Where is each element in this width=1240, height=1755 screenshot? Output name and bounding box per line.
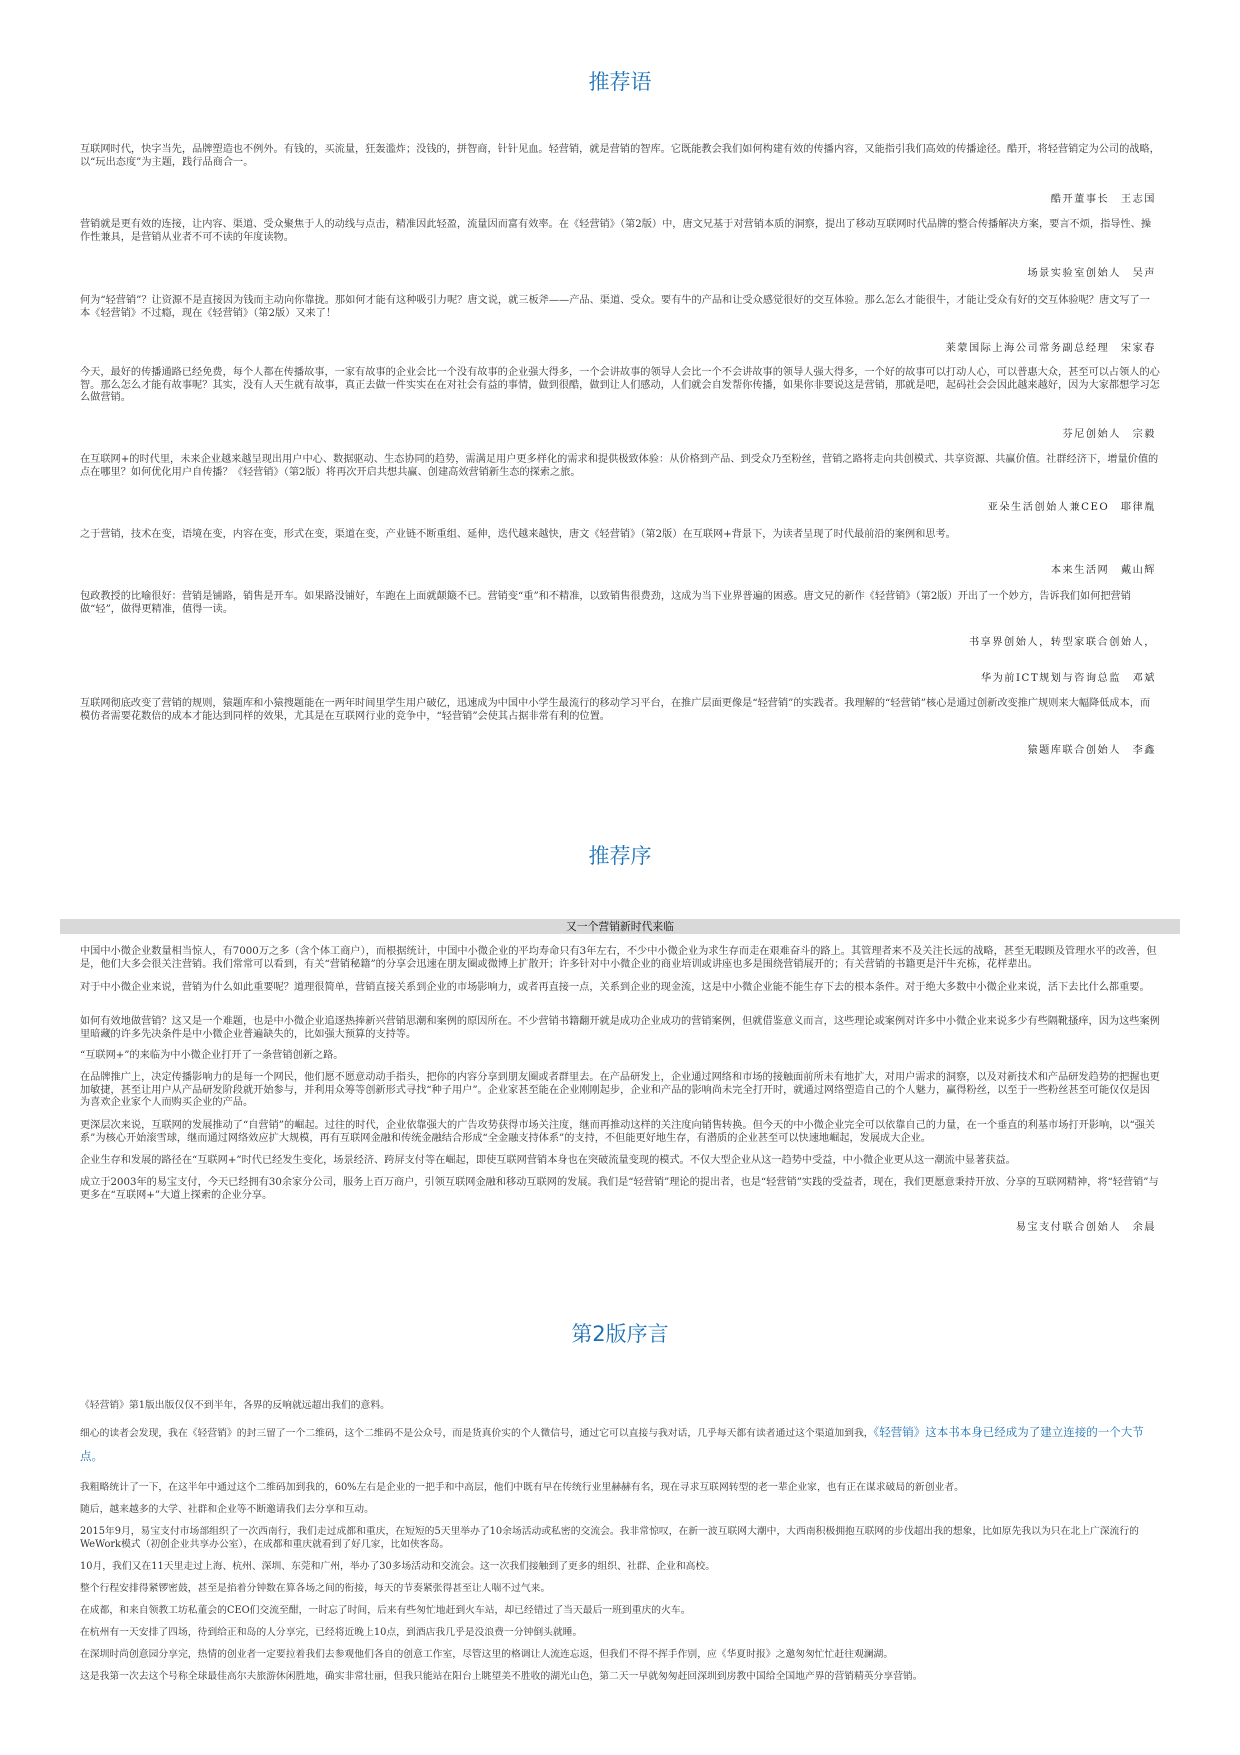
preface-paragraph: 在深圳时尚创意园分享完，热情的创业者一定要拉着我们去参观他们各自的创意工作室，尽管这里的格调让人流连忘返，但我们不得不挥手作别，应《华夏时报》之邀匆匆忙忙赶往观澜湖。 xyxy=(80,1649,894,1660)
recommendation-signature: 书享界创始人，转型家联合创始人， xyxy=(969,637,1156,648)
recommendation-signature: 亚朵生活创始人兼CEO 耶律胤 xyxy=(987,502,1156,513)
preface-paragraph: 整个行程安排得紧锣密鼓，甚至是掐着分钟数在算各场之间的衔接，每天的节奏紧张得甚至让人喘不过气来。 xyxy=(80,1583,551,1594)
preface-paragraph: 随后，越来越多的大学、社群和企业等不断邀请我们去分享和互动。 xyxy=(80,1504,374,1515)
section-title-recommendations: 推荐语 xyxy=(588,70,652,94)
foreword-paragraph: 如何有效地做营销？这又是一个难题，也是中小微企业追逐热捧新兴营销思潮和案例的原因所在。不少营销书籍翻开就是成功企业成功的营销案例，但就借鉴意义而言，这些理论或案例对许多中小微企业来说多少有些隔靴搔痒，因为这些案例里暗藏的许多先决条件是中小微企业普遍缺失的，比如强大预算的支持等。 xyxy=(80,1016,1160,1040)
recommendation-signature: 芬尼创始人 宗毅 xyxy=(1062,429,1156,440)
foreword-paragraph: 更深层次来说，互联网的发展推动了“自营销”的崛起。过往的时代，企业依靠强大的广告攻势获得市场关注度，继而再推动这样的关注度向销售转换。但今天的中小微企业完全可以依靠自己的力量，在一个垂直的利基市场打开影响，以“强关系”为核心开始滚雪球，继而通过网络效应扩大规模，再有互联网金融和传统金融结合形成“全金融支持体系”的支持，不但能更好地生存，有潜质的企业甚至可以快速地崛起，发展成大企业。 xyxy=(80,1120,1156,1144)
preface-paragraph: 这是我第一次去这个号称全球最佳高尔夫旅游休闲胜地，确实非常壮丽，但我只能站在阳台上眺望美不胜收的湖光山色，第二天一早就匆匆赶回深圳到房教中国给全国地产界的营销精英分享营销。 xyxy=(80,1671,923,1682)
recommendation-text: 互联网时代，快字当先，品牌塑造也不例外。有钱的，买流量，狂轰滥炸；没钱的，拼智商，针针见血。轻营销，就是营销的智库。它既能教会我们如何构建有效的传播内容，又能指引我们高效的传播途径。酷开，将轻营销定为公司的战略，以“玩出态度”为主题，践行品商合一。 xyxy=(80,144,1160,168)
recommendation-text: 包政教授的比喻很好：营销是铺路，销售是开车。如果路没铺好，车跑在上面就颠簸不已。营销变“重”和不精准，以致销售很费劲，这成为当下业界普遍的困惑。唐文兄的新作《轻营销》（第2版）开出了一个妙方，告诉我们如何把营销做“轻”，做得更精准，值得一读。 xyxy=(80,591,1131,615)
foreword-paragraph: 在品牌推广上，决定传播影响力的是每一个网民，他们愿不愿意动动手指头，把你的内容分享到朋友圈或者群里去。在产品研发上，企业通过网络和市场的接触面前所未有地扩大，对用户需求的洞察，以及对新技术和产品研发趋势的把握也更加敏捷，甚至让用户从产品研发阶段就开始参与，并利用众筹等创新形式寻找“种子用户”。企业家甚至能在企业刚刚起步，企业和产品的影响尚未完全打开时，就通过网络塑造自己的个人魅力，赢得粉丝，以至于一些粉丝甚至可能仅仅是因为喜欢企业家个人而购买企业的产品。 xyxy=(80,1072,1160,1108)
foreword-paragraph: 成立于2003年的易宝支付，今天已经拥有30余家分公司，服务上百万商户，引领互联网金融和移动互联网的发展。我们是“轻营销”理论的提出者，也是“轻营销”实践的受益者，现在，我们更愿意秉持开放、分享的互联网精神，将“轻营销”与更多在“互联网+”大道上探索的企业分享。 xyxy=(80,1177,1159,1201)
recommendation-signature: 本来生活网 戴山辉 xyxy=(1050,565,1156,576)
preface-text: 细心的读者会发现，我在《轻营销》的封三留了一个二维码，这个二维码不是公众号，而是货真价实的个人微信号，通过它可以直接与我对话，几乎每天都有读者通过这个渠道加到我， xyxy=(80,1428,874,1439)
recommendation-signature: 华为前ICT规划与咨询总监 邓斌 xyxy=(980,673,1156,684)
recommendation-text: 互联网彻底改变了营销的规则，猿题库和小猿搜题能在一两年时间里学生用户破亿，迅速成为中国中小学生最流行的移动学习平台，在推广层面更像是“轻营销”的实践者。我理解的“轻营销”核心是通过创新改变推广规则来大幅降低成本，而模仿者需要花数倍的成本才能达到同样的效果，尤其是在互联网行业的竞争中，“轻营销”会使其占据非常有利的位置。 xyxy=(80,698,1151,722)
preface-paragraph: 10月，我们又在11天里走过上海、杭州、深圳、东莞和广州，举办了30多场活动和交流会。这一次我们接触到了更多的组织、社群、企业和高校。 xyxy=(80,1561,716,1572)
recommendation-text: 在互联网+的时代里，未来企业越来越呈现出用户中心、数据驱动、生态协同的趋势，需满足用户更多样化的需求和提供极致体验：从价格到产品、到受众乃至粉丝，营销之路将走向共创模式、共享资源、共赢价值。社群经济下，增量价值的点在哪里？如何优化用户自传播？《轻营销》（第2版）将再次开启共想共赢、创建高效营销新生态的探索之旅。 xyxy=(80,454,1159,478)
foreword-paragraph: 对于中小微企业来说，营销为什么如此重要呢？道理很简单，营销直接关系到企业的市场影响力，或者再直接一点，关系到企业的现金流，这是中小微企业能不能生存下去的根本条件。对于绝大多数中小微企业来说，活下去比什么都重要。 xyxy=(80,982,1150,993)
section-title-foreword: 推荐序 xyxy=(588,844,652,868)
preface-paragraph: 在杭州有一天安排了四场，待到给正和岛的人分享完，已经将近晚上10点，到酒店我几乎是没浪费一分钟倒头就睡。 xyxy=(80,1627,583,1638)
highlighted-sentence: 《轻营销》这本书本身已经成为了建立连接的一个大节点。 xyxy=(80,1425,1144,1463)
recommendation-signature: 酷开董事长 王志国 xyxy=(1050,194,1156,205)
recommendation-signature: 猿题库联合创始人 李鑫 xyxy=(1027,745,1156,756)
preface-paragraph-highlight xyxy=(80,1421,1160,1469)
recommendation-signature: 莱蒙国际上海公司常务副总经理 宋家春 xyxy=(945,343,1156,354)
foreword-paragraph: 企业生存和发展的路径在“互联网+”时代已经发生变化，场景经济、跨屏支付等在崛起，即使互联网营销本身也在突破流量变现的模式。不仅大型企业从这一趋势中受益，中小微企业更从这一潮流中显著获益。 xyxy=(80,1155,1016,1166)
recommendation-signature: 场景实验室创始人 吴声 xyxy=(1027,268,1156,279)
foreword-signature: 易宝支付联合创始人 余晨 xyxy=(1015,1222,1156,1233)
foreword-paragraph: “互联网+”的来临为中小微企业打开了一条营销创新之路。 xyxy=(80,1050,344,1061)
preface-paragraph: 我粗略统计了一下，在这半年中通过这个二维码加到我的，60%左右是企业的一把手和中高层，他们中既有早在传统行业里赫赫有名，现在寻求互联网转型的老一辈企业家，也有正在谋求破局的新创业者。 xyxy=(80,1482,964,1493)
foreword-subheading: 又一个营销新时代来临 xyxy=(60,919,1180,934)
recommendation-text: 今天，最好的传播通路已经免费，每个人都在传播故事，一家有故事的企业会比一个没有故事的企业强大得多，一个会讲故事的领导人会比一个不会讲故事的领导人强大得多，一个好的故事可以打动人心，可以普惠大众，甚至可以占领人的心智。那么怎么才能有故事呢？其实，没有人天生就有故事，真正去做一件实实在在对社会有益的事情，做到很酷，做到让人们感动，人们就会自发帮你传播，如果你非要说这是营销，那就是吧，起码社会会因此越来越好，因为大家都想学习怎么做营销。 xyxy=(80,367,1160,403)
recommendation-text: 何为“轻营销”？让资源不是直接因为钱而主动向你靠拢。那如何才能有这种吸引力呢？唐文说，就三板斧——产品、渠道、受众。要有牛的产品和让受众感觉很好的交互体验。那么怎么才能很牛，才能让受众有好的交互体验呢？唐文写了一本《轻营销》不过瘾，现在《轻营销》（第2版）又来了！ xyxy=(80,295,1150,319)
preface-paragraph: 在成都，和来自领教工坊私董会的CEO们交流至酣，一时忘了时间，后来有些匆忙地赶到火车站，却已经错过了当天最后一班到重庆的火车。 xyxy=(80,1605,691,1616)
section-title-preface: 第2版序言 xyxy=(571,1322,669,1346)
preface-paragraph: 《轻营销》第1版出版仅仅不到半年，各界的反响就远超出我们的意料。 xyxy=(80,1400,390,1411)
recommendation-text: 之于营销，技术在变，语境在变，内容在变，形式在变，渠道在变，产业链不断重组、延伸，迭代越来越快，唐文《轻营销》（第2版）在互联网+背景下，为读者呈现了时代最前沿的案例和思考。 xyxy=(80,529,956,540)
recommendation-text: 营销就是更有效的连接，让内容、渠道、受众聚焦于人的动线与点击，精准因此轻盈，流量因而富有效率。在《轻营销》（第2版）中，唐文兄基于对营销本质的洞察，提出了移动互联网时代品牌的整合传播解决方案，要言不烦，指导性、操作性兼具，是营销从业者不可不读的年度读物。 xyxy=(80,219,1152,243)
preface-paragraph: 2015年9月，易宝支付市场部组织了一次西南行，我们走过成都和重庆，在短短的5天里举办了10余场活动或私密的交流会。我非常惊叹，在新一波互联网大潮中，大西南积极拥抱互联网的步伐超出我的想象，比如原先我以为只在北上广深流行的WeWork模式（初创企业共享办公室），在成都和重庆就看到了好几家，比如侠客岛。 xyxy=(80,1526,1139,1550)
foreword-paragraph: 中国中小微企业数量相当惊人，有7000万之多（含个体工商户），而根据统计，中国中小微企业的平均寿命只有3年左右，不少中小微企业为求生存而走在艰难奋斗的路上。其管理者来不及关注长远的战略，甚至无暇顾及管理水平的改善，但是，他们大多会很关注营销。我们常常可以看到，有关“营销秘籍”的分享会迅速在朋友圈或微博上扩散开；许多针对中小微企业的商业培训或讲座也多是围绕营销展开的；有关营销的书籍更是汗牛充栋，花样辈出。 xyxy=(80,946,1157,970)
